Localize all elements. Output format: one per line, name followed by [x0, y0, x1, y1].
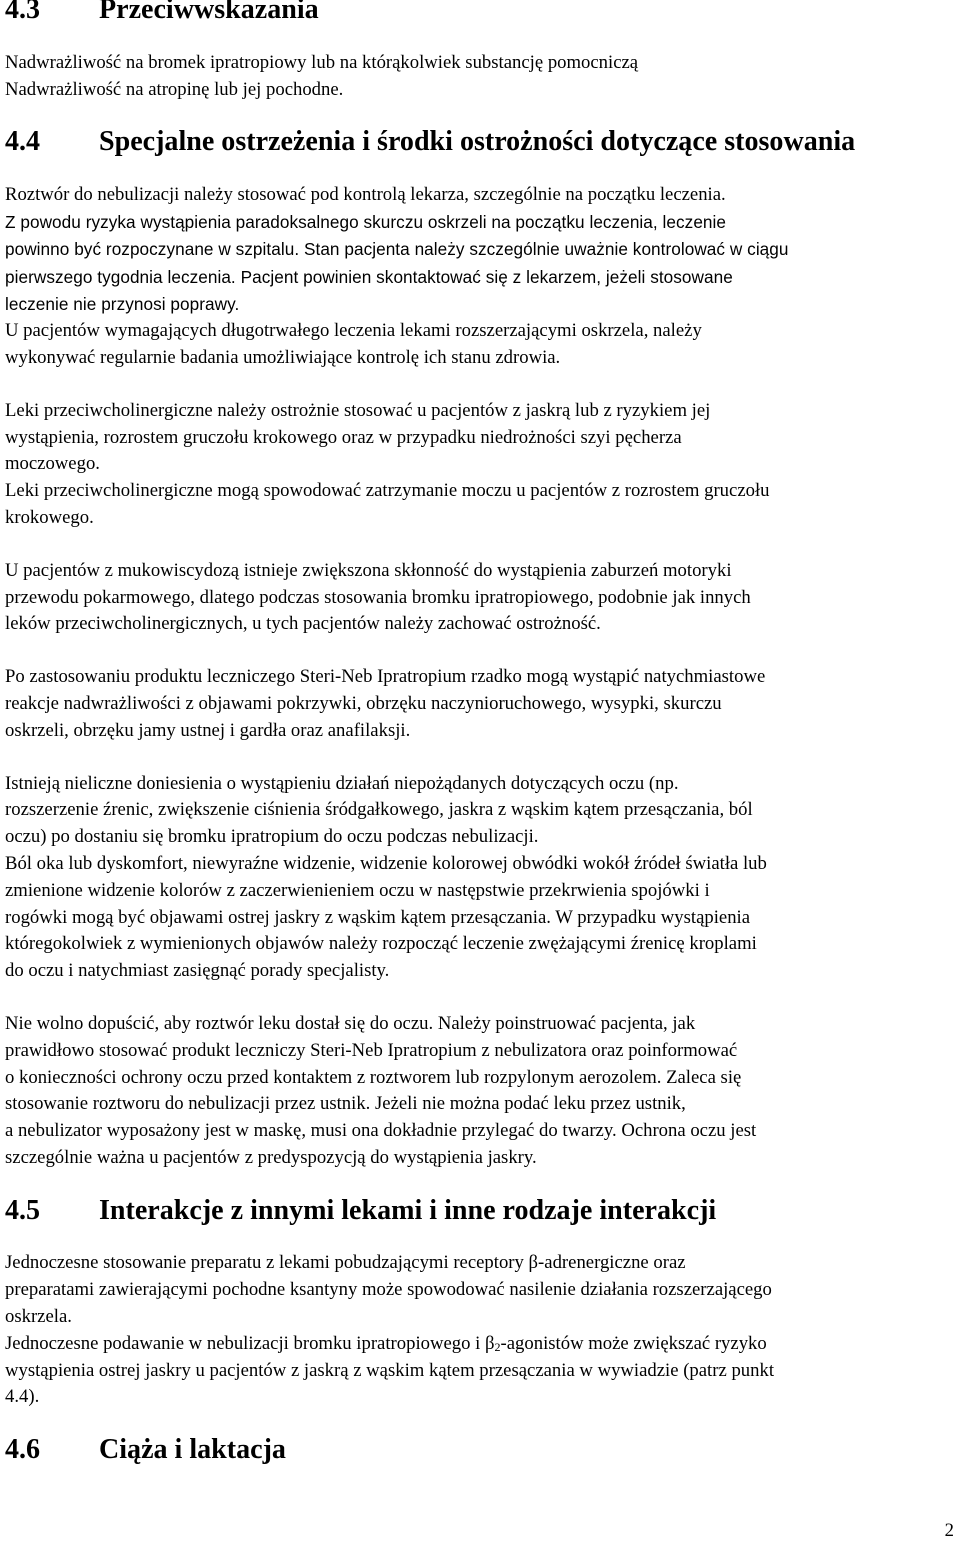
paragraph-line: któregokolwiek z wymienionych objawów należy rozpocząć leczenie zwężającymi źrenicę kroplami [5, 933, 757, 955]
paragraph-line: leczenie nie przynosi poprawy. [5, 294, 240, 315]
paragraph-line: zmienione widzenie kolorów z zaczerwienieniem oczu w następstwie przekrwienia spojówki i [5, 879, 710, 901]
paragraph-line: rozszerzenie źrenic, zwiększenie ciśnienia śródgałkowego, jaskra z wąskim kątem przesączania, ból [5, 799, 753, 821]
paragraph-line: Po zastosowaniu produktu leczniczego Steri-Neb Ipratropium rzadko mogą wystąpić natychmiastowe [5, 666, 766, 688]
section-title: Przeciwwskazania [99, 0, 319, 25]
paragraph-line: reakcje nadwrażliwości z objawami pokrzywki, obrzęku naczynioruchowego, wysypki, skurczu [5, 692, 722, 714]
text-run: -agonistów może zwiększać ryzyko [500, 1332, 767, 1354]
paragraph-line: Istnieją nieliczne doniesienia o wystąpieniu działań niepożądanych dotyczących oczu (np. [5, 772, 679, 794]
paragraph-line: Jednoczesne stosowanie preparatu z lekami pobudzającymi receptory β-adrenergiczne oraz [5, 1252, 686, 1274]
paragraph-line: rogówki mogą być objawami ostrej jaskry z wąskim kątem przesączania. W przypadku wystąpienia [5, 906, 751, 928]
paragraph-line: U pacjentów z mukowiscydozą istnieje zwiększona skłonność do wystąpienia zaburzeń motoryki [5, 559, 732, 581]
text-run: Stan pacjenta należy szczególnie uważnie kontrolować w ciągu [299, 238, 789, 259]
paragraph-line: Nie wolno dopuścić, aby roztwór leku dostał się do oczu. Należy poinstruować pacjenta, jak [5, 1012, 696, 1034]
paragraph-line: Z powodu ryzyka wystąpienia paradoksalnego skurczu oskrzeli na początku leczenia, leczenie [5, 211, 727, 232]
paragraph-line: szczególnie ważna u pacjentów z predyspozycją do wystąpienia jaskry. [5, 1146, 537, 1168]
section-title: Ciąża i laktacja [99, 1434, 286, 1466]
paragraph-line: leków przeciwcholinergicznych, u tych pacjentów należy zachować ostrożność. [5, 613, 601, 635]
paragraph-line: oskrzeli, obrzęku jamy ustnej i gardła oraz anafilaksji. [5, 719, 411, 741]
paragraph-line: wykonywać regularnie badania umożliwiające kontrolę ich stanu zdrowia. [5, 346, 561, 368]
section-heading-4-5 [5, 1194, 955, 1226]
text-run: pierwszego tygodnia leczenia. [5, 266, 236, 287]
paragraph-line: wystąpienia, rozrostem gruczołu krokowego oraz w przypadku niedrożności szyi pęcherza [5, 426, 682, 448]
page-number: 2 [944, 1520, 954, 1541]
paragraph-line: U pacjentów wymagających długotrwałego leczenia lekami rozszerzającymi oskrzela, należy [5, 320, 702, 342]
paragraph-line: przewodu pokarmowego, dlatego podczas stosowania bromku ipratropiowego, podobnie jak innych [5, 586, 751, 608]
paragraph-line: Nadwrażliwość na bromek ipratropiowy lub na którąkolwiek substancję pomocniczą [5, 51, 639, 73]
paragraph-line: Leki przeciwcholinergiczne mogą spowodować zatrzymanie moczu u pacjentów z rozrostem gruczołu [5, 480, 770, 502]
paragraph-line: wystąpienia ostrej jaskry u pacjentów z jaskrą z wąskim kątem przesączania w wywiadzie (patrz punkt [5, 1359, 775, 1381]
document-page [5, 0, 955, 1464]
text-run: Pacjent powinien skontaktować się z lekarzem, jeżeli stosowane [235, 266, 733, 287]
paragraph-line: moczowego. [5, 453, 100, 475]
paragraph-line: oskrzela. [5, 1306, 72, 1328]
paragraph-line: krokowego. [5, 506, 94, 528]
paragraph-line: o konieczności ochrony oczu przed kontaktem z roztworem lub rozpylonym aerozolem. Zaleca się [5, 1066, 742, 1088]
section-number: 4.6 [5, 1434, 41, 1466]
subscript: 2 [494, 1339, 501, 1354]
paragraph-line: a nebulizator wyposażony jest w maskę, musi ona dokładnie przylegać do twarzy. Ochrona oczu jest [5, 1120, 757, 1142]
section-number: 4.3 [5, 0, 41, 25]
section-heading-4-3 [5, 0, 955, 24]
paragraph-line: 4.4). [5, 1386, 40, 1408]
paragraph-line [5, 1331, 955, 1358]
paragraph-line [5, 236, 955, 264]
section-title: Specjalne ostrzeżenia i środki ostrożności dotyczące stosowania [99, 126, 856, 158]
paragraph-line: Roztwór do nebulizacji należy stosować pod kontrolą lekarza, szczególnie na początku leczenia. [5, 184, 726, 206]
text-run: powinno być rozpoczynane w szpitalu. [5, 238, 300, 259]
paragraph-line: prawidłowo stosować produkt leczniczy Steri-Neb Ipratropium z nebulizatora oraz poinformować [5, 1039, 738, 1061]
paragraph-line: Leki przeciwcholinergiczne należy ostrożnie stosować u pacjentów z jaskrą lub z ryzykiem jej [5, 399, 711, 421]
section-number: 4.5 [5, 1194, 41, 1226]
paragraph-line: do oczu i natychmiast zasięgnąć porady specjalisty. [5, 960, 390, 982]
paragraph-line [5, 264, 955, 292]
paragraph-line: Nadwrażliwość na atropinę lub jej pochodne. [5, 78, 344, 100]
paragraph-line: Ból oka lub dyskomfort, niewyraźne widzenie, widzenie kolorowej obwódki wokół źródeł światła lub [5, 852, 767, 874]
text-run: Jednoczesne podawanie w nebulizacji bromku ipratropiowego i β [5, 1332, 495, 1354]
section-title: Interakcje z innymi lekami i inne rodzaje interakcji [99, 1194, 717, 1226]
paragraph-line: preparatami zawierającymi pochodne ksantyny może spowodować nasilenie działania rozszerzającego [5, 1279, 772, 1301]
paragraph-line: stosowanie roztworu do nebulizacji przez ustnik. Jeżeli nie można podać leku przez ustnik, [5, 1093, 686, 1115]
section-heading-4-6 [5, 1434, 955, 1466]
section-heading-4-4 [5, 126, 955, 158]
section-number: 4.4 [5, 126, 41, 158]
paragraph-line: oczu) po dostaniu się bromku ipratropium do oczu podczas nebulizacji. [5, 826, 539, 848]
